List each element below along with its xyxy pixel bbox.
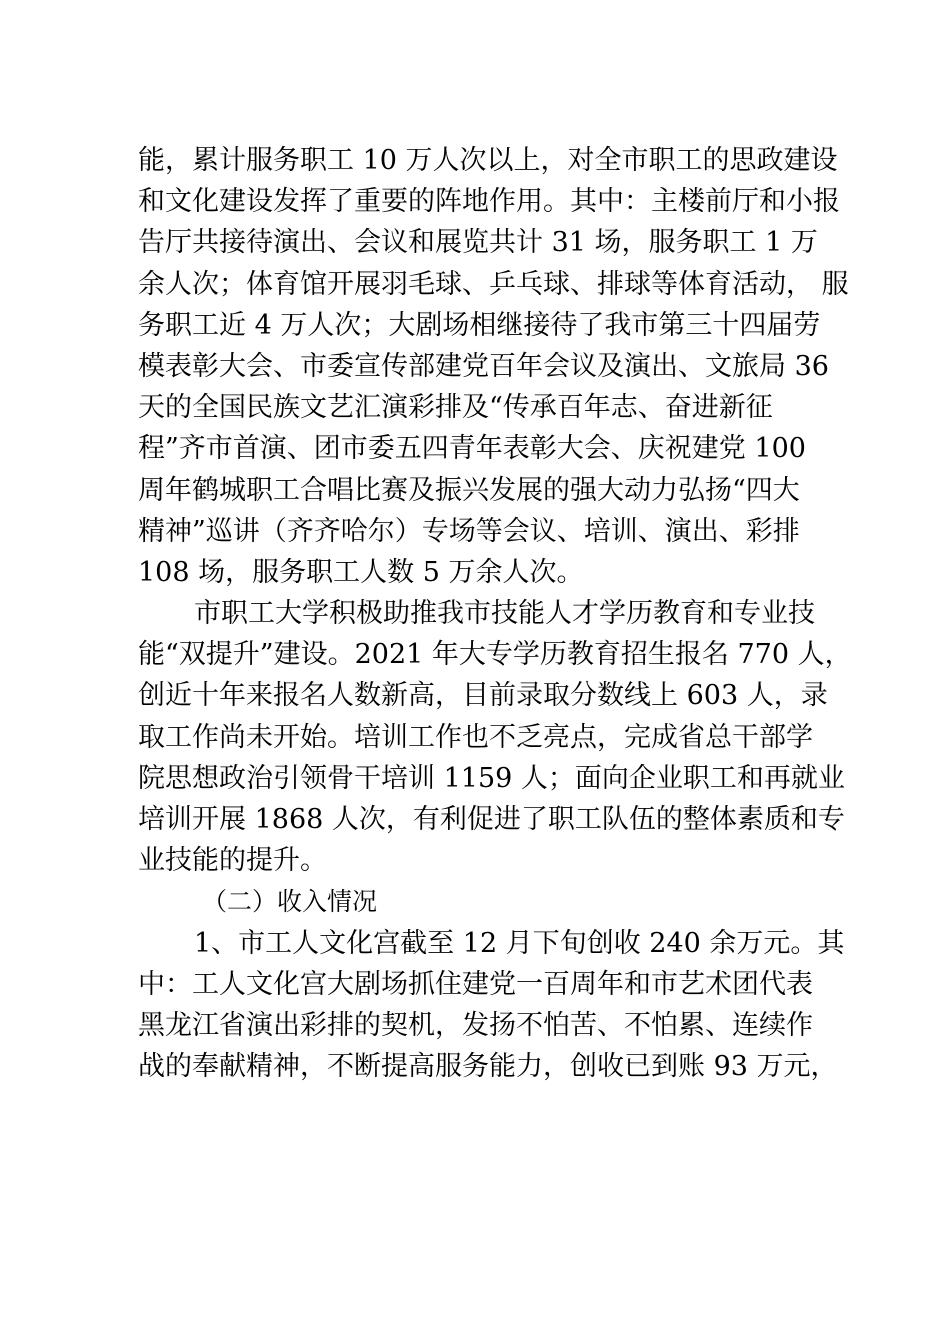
text-line: 告厅共接待演出、会议和展览共计 31 场，服务职工 1 万 [138,227,818,259]
text-line: 和文化建设发挥了重要的阵地作用。其中：主楼前厅和小报 [138,186,840,218]
text-line: 培训开展 1868 人次，有利促进了职工队伍的整体素质和专 [138,804,845,835]
text-line: 取工作尚未开始。培训工作也不乏亮点，完成省总干部学 [138,721,813,753]
text-line: 周年鹤城职工合唱比赛及振兴发展的强大动力弘扬“四大 [138,474,800,506]
text-line-indented: 1、市工人文化宫截至 12 月下旬创收 240 余万元。其 [194,927,845,959]
text-line: 黑龙江省演出彩排的契机，发扬不怕苦、不怕累、连续作 [138,1009,813,1041]
text-line: 中：工人文化宫大剧场抓住建党一百周年和市艺术团代表 [138,968,813,1000]
paragraph-service-stats [138,140,849,593]
paragraph-cultural-palace-income [138,923,845,1088]
text-line: 模表彰大会、市委宣传部建党百年会议及演出、文旅局 36 [138,350,829,382]
paragraph-workers-university [138,593,852,881]
text-line: 业技能的提升。 [138,845,327,877]
text-line: 务职工近 4 万人次；大剧场相继接待了我市第三十四届劳 [138,309,821,341]
text-line: 余人次；体育馆开展羽毛球、乒乓球、排球等体育活动， 服 [138,268,849,300]
section-heading: （二）收入情况 [202,887,378,917]
text-line: 程”齐市首演、团市委五四青年表彰大会、庆祝建党 100 [138,433,806,465]
text-line: 能，累计服务职工 10 万人次以上，对全市职工的思政建设 [138,145,838,176]
section-heading-income [138,881,838,922]
document-body [138,140,852,1087]
text-line-indented: 市职工大学积极助推我市技能人才学历教育和专业技 [194,598,815,630]
text-line: 创近十年来报名人数新高，目前录取分数线上 603 人，录 [138,680,828,712]
text-line: 精神”巡讲（齐齐哈尔）专场等会议、培训、演出、彩排 [138,515,800,547]
text-line: 108 场，服务职工人数 5 万余人次。 [138,556,584,588]
text-line: 能“双提升”建设。2021 年大专学历教育招生报名 770 人， [138,639,852,671]
text-line: 战的奉献精神，不断提高服务能力，创收已到账 93 万元， [138,1051,838,1083]
text-line: 天的全国民族文艺汇演彩排及“传承百年志、奋进新征 [138,392,773,424]
text-line: 院思想政治引领骨干培训 1159 人；面向企业职工和再就业 [138,762,845,794]
